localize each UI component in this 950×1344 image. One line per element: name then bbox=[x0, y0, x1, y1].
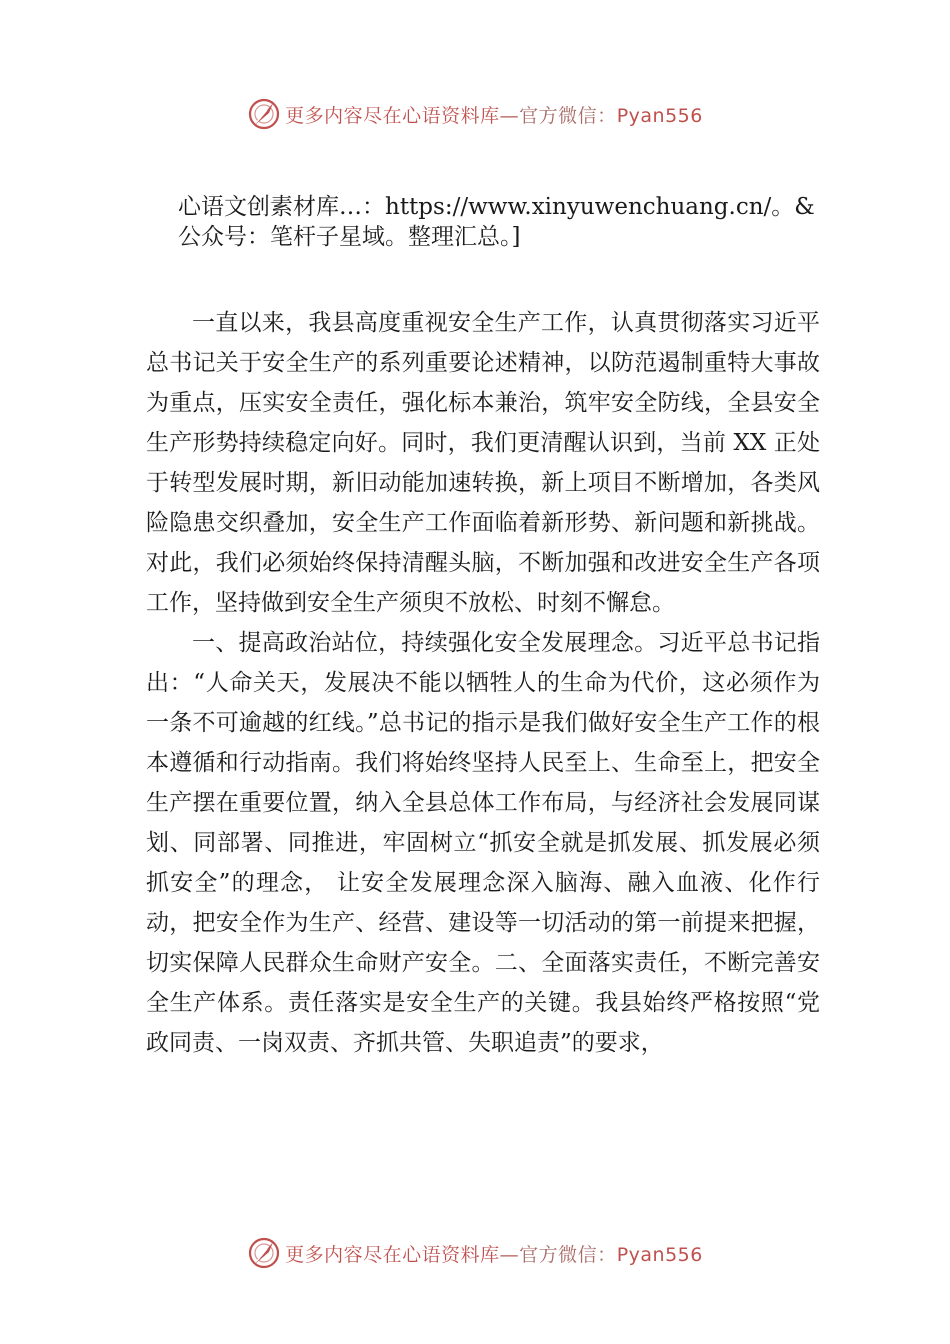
footer-watermark-banner bbox=[0, 1233, 950, 1273]
banner-main-text: 更多内容尽在心语资料库 bbox=[285, 1243, 500, 1266]
banner-main-text: 更多内容尽在心语资料库 bbox=[285, 104, 500, 127]
banner-wechat-id: Pyan556 bbox=[616, 104, 703, 127]
header-watermark-banner bbox=[0, 94, 950, 134]
quill-logo-icon bbox=[247, 97, 281, 131]
quill-logo-icon bbox=[247, 1236, 281, 1270]
body-paragraph-1: 一直以来，我县高度重视安全生产工作，认真贯彻落实习近平总书记关于安全生产的系列重要论述精神，以防范遏制重特大事故为重点，压实安全责任，强化标本兼治，筑牢安全防线，全县安全生产形势持续稳定向好。同时，我们更清醒认识到，当前 XX 正处于转型发展时期，新旧动能加速转换，新上项目不断增加，各类风险隐患交织叠加，安全生产工作面临着新形势、新问题和新挑战。对此，我们必须始终保持清醒头脑，不断加强和改进安全生产各项工作，坚持做到安全生产须臾不放松、时刻不懈怠。 bbox=[146, 310, 820, 616]
body-paragraph-2: 一、提高政治站位，持续强化安全发展理念。习近平总书记指出：“人命关天，发展决不能以牺牲人的生命为代价，这必须作为一条不可逾越的红线。”总书记的指示是我们做好安全生产工作的根本遵循和行动指南。我们将始终坚持人民至上、生命至上，把安全生产摆在重要位置，纳入全县总体工作布局，与经济社会发展同谋划、同部署、同推进，牢固树立“抓安全就是抓发展、抓发展必须抓安全”的理念， 让安全发展理念深入脑海、融入血液、化作行动，把安全作为生产、经营、建设等一切活动的第一前提来把握，切实保障人民群众生命财产安全。二、全面落实责任，不断完善安全生产体系。责任落实是安全生产的关键。我县始终严格按照“党政同责、一岗双责、齐抓共管、失职追责”的要求， bbox=[146, 630, 820, 1056]
document-body bbox=[146, 303, 820, 1063]
banner-separator: — bbox=[499, 1243, 520, 1266]
banner-text bbox=[285, 1240, 703, 1267]
source-note bbox=[178, 192, 878, 252]
source-note-line-1: 心语文创素材库…：https://www.xinyuwenchuang.cn/。& bbox=[178, 194, 815, 220]
banner-wechat-label: 官方微信： bbox=[519, 1243, 617, 1266]
banner-wechat-id: Pyan556 bbox=[616, 1243, 703, 1266]
source-note-line-2: 公众号：笔杆子星域。整理汇总。] bbox=[178, 224, 521, 250]
banner-wechat-label: 官方微信： bbox=[519, 104, 617, 127]
banner-separator: — bbox=[499, 104, 520, 127]
banner-text bbox=[285, 101, 703, 128]
